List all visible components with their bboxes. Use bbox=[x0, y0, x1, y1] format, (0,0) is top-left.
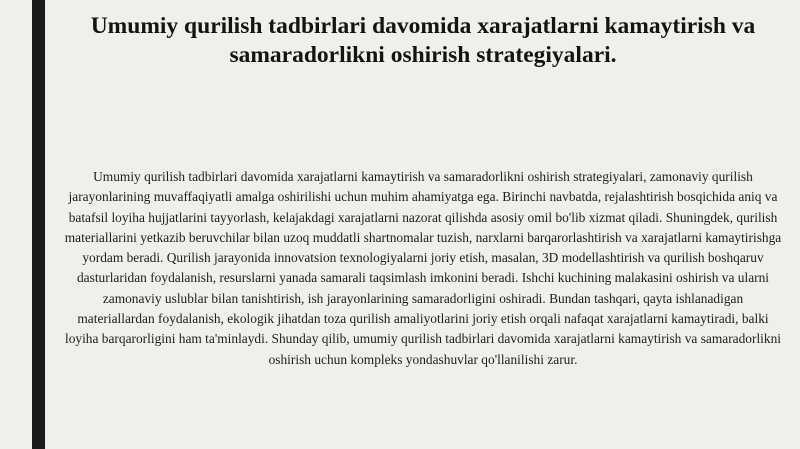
slide-title: Umumiy qurilish tadbirlari davomida xarajatlarni kamaytirish va samaradorlikni oshirish strategiyalari. bbox=[90, 13, 756, 68]
slide-body-text: Umumiy qurilish tadbirlari davomida xarajatlarni kamaytirish va samaradorlikni oshirish strategiyalari, zamonaviy qurilish jarayonlarining muvaffaqiyatli amalga oshirilishi uchun muhim ahamiyatga ega. Birinchi navbatda, rejalashtirish bosqichida aniq va batafsil loyiha hujjatlarini tayyorlash, kelajakdagi xarajatlarni nazorat qilishda asosiy omil bo'lib xizmat qiladi. Shuningdek, qurilish materiallarini yetkazib beruvchilar bilan uzoq muddatli shartnomalar tuzish, narxlarni barqarorlashtirish va xarajatlarni kamaytirishga yordam beradi. Qurilish jarayonida innovatsion texnologiyalarni joriy etish, masalan, 3D modellashtirish va qurilish boshqaruv dasturlaridan foydalanish, resurslarni yanada samarali taqsimlash imkonini beradi. Ishchi kuchining malakasini oshirish va ularni zamonaviy uslublar bilan tanishtirish, ish jarayonlarining samaradorligini oshiradi. Bundan tashqari, qayta ishlanadigan materiallardan foydalanish, ekologik jihatdan toza qurilish amaliyotlarini joriy etish orqali nafaqat xarajatlarni kamaytiradi, balki loyiha barqarorligini ham ta'minlaydi. Shunday qilib, umumiy qurilish tadbirlari davomida xarajatlarni kamaytirish va samaradorlikni oshirish uchun kompleks yondashuvlar qo'llanilishi zarur. bbox=[64, 169, 782, 367]
left-accent-bar bbox=[32, 0, 45, 449]
